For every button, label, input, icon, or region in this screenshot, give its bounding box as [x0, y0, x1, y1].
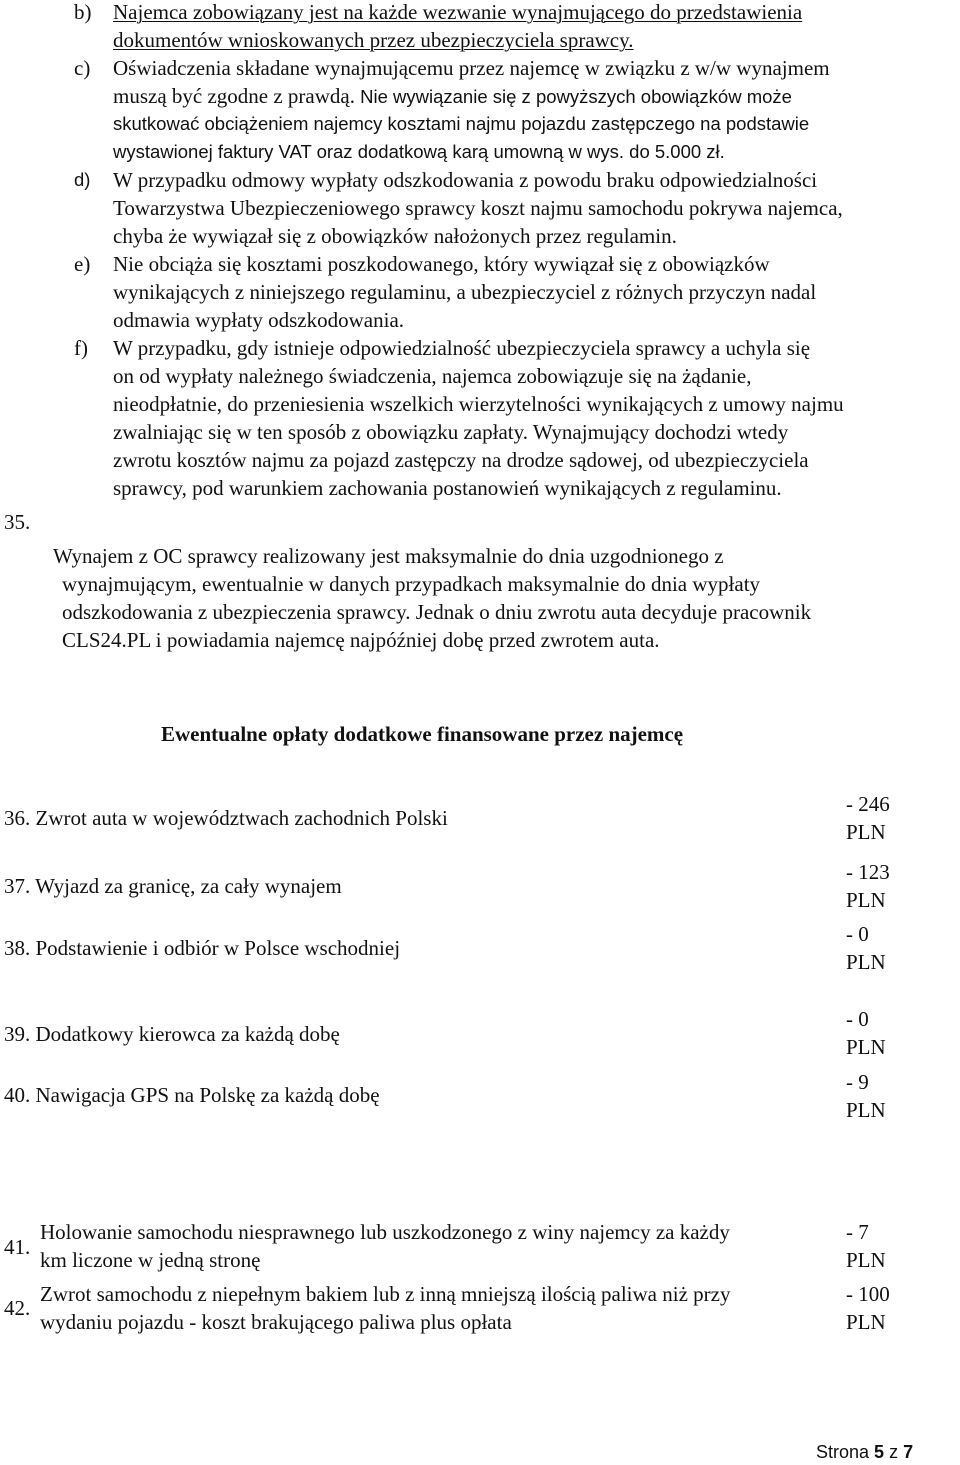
item-text-line: sprawcy, pod warunkiem zachowania postanowień wynikających z regulaminu.: [113, 476, 782, 500]
fee-currency: PLN: [846, 950, 886, 974]
fee-currency: PLN: [846, 1035, 886, 1059]
fee-label: km liczone w jedną stronę: [40, 1248, 261, 1272]
item-text-line: on od wypłaty należnego świadczenia, najemca zobowiązuje się na żądanie,: [113, 364, 752, 388]
fee-currency: PLN: [846, 1098, 886, 1122]
fee-amount: - 9: [846, 1070, 869, 1094]
item-text-line: W przypadku odmowy wypłaty odszkodowania z powodu braku odpowiedzialności: [113, 168, 818, 192]
item-text-line: chyba że wywiązał się z obowiązków nałożonych przez regulamin.: [113, 224, 677, 248]
page-prefix: Strona: [816, 1442, 875, 1462]
fee-amount: - 0: [846, 1007, 869, 1031]
item-text-line: dokumentów wnioskowanych przez ubezpieczyciela sprawcy.: [113, 28, 634, 52]
section-number: 35.: [4, 510, 31, 534]
section-text-line: Wynajem z OC sprawcy realizowany jest maksymalnie do dnia uzgodnionego z: [53, 544, 724, 568]
section-text-line: CLS24.PL i powiadamia najemcę najpóźniej dobę przed zwrotem auta.: [62, 628, 660, 652]
page-number: [816, 1442, 913, 1463]
section-text-line: odszkodowania z ubezpieczenia sprawcy. Jednak o dniu zwrotu auta decyduje pracownik: [62, 600, 812, 624]
fee-amount: - 100: [846, 1282, 890, 1306]
item-text-line: zwalniając się w ten sposób z obowiązku zapłaty. Wynajmujący dochodzi wtedy: [113, 420, 789, 444]
fee-number: 41.: [4, 1235, 31, 1259]
item-text-line: nieodpłatnie, do przeniesienia wszelkich wierzytelności wynikających z umowy najmu: [113, 392, 844, 416]
item-text-line: W przypadku, gdy istnieje odpowiedzialność ubezpieczyciela sprawcy a uchyla się: [113, 336, 811, 360]
item-marker: c): [74, 56, 91, 80]
section-text-line: wynajmującym, ewentualnie w danych przypadkach maksymalnie do dnia wypłaty: [62, 572, 761, 596]
item-text-line: Oświadczenia składane wynajmującemu przez najemcę w związku z w/w wynajmem: [113, 56, 830, 80]
item-marker: d): [74, 169, 91, 190]
fees-heading: Ewentualne opłaty dodatkowe finansowane przez najemcę: [161, 722, 684, 746]
item-text-line: skutkować obciążeniem najemcy kosztami najmu pojazdu zastępczego na podstawie: [113, 113, 810, 134]
fee-label: Holowanie samochodu niesprawnego lub uszkodzonego z winy najemcy za każdy: [40, 1220, 730, 1244]
fee-label: Zwrot samochodu z niepełnym bakiem lub z inną mniejszą ilością paliwa niż przy: [40, 1282, 731, 1306]
item-text-line: wystawionej faktury VAT oraz dodatkową karą umowną w wys. do 5.000 zł.: [113, 141, 725, 162]
fee-currency: PLN: [846, 820, 886, 844]
item-text-line: odmawia wypłaty odszkodowania.: [113, 308, 405, 332]
item-marker: b): [74, 0, 92, 24]
fee-amount: - 7: [846, 1220, 869, 1244]
fee-label: 39. Dodatkowy kierowca za każdą dobę: [4, 1022, 340, 1046]
item-text-part: Nie wywiązanie się z powyższych obowiązków może: [354, 86, 792, 107]
fee-label: 37. Wyjazd za granicę, za cały wynajem: [4, 874, 342, 898]
item-text-line: Nie obciąża się kosztami poszkodowanego, który wywiązał się z obowiązków: [113, 252, 770, 276]
item-text-line: [113, 82, 792, 111]
fee-currency: PLN: [846, 1310, 886, 1334]
fee-number: 42.: [4, 1296, 31, 1320]
page-sep: z: [884, 1442, 904, 1462]
fee-amount: - 123: [846, 860, 890, 884]
item-text-line: Najemca zobowiązany jest na każde wezwanie wynajmującego do przedstawienia: [113, 0, 803, 24]
fee-label: 40. Nawigacja GPS na Polskę za każdą dobę: [4, 1083, 380, 1107]
fee-amount: - 246: [846, 792, 890, 816]
fee-label: wydaniu pojazdu - koszt brakującego paliwa plus opłata: [40, 1310, 512, 1334]
item-text-part: muszą być zgodne z prawdą.: [113, 84, 355, 108]
item-marker: f): [74, 336, 88, 360]
fee-label: 36. Zwrot auta w województwach zachodnich Polski: [4, 806, 448, 830]
item-text-line: wynikających z niniejszego regulaminu, a ubezpieczyciel z różnych przyczyn nadal: [113, 280, 817, 304]
page-current: 5: [874, 1442, 885, 1462]
item-text-line: Towarzystwa Ubezpieczeniowego sprawcy koszt najmu samochodu pokrywa najemca,: [113, 196, 843, 220]
fee-currency: PLN: [846, 1248, 886, 1272]
page-total: 7: [903, 1442, 914, 1462]
item-text-line: zwrotu kosztów najmu za pojazd zastępczy na drodze sądowej, od ubezpieczyciela: [113, 448, 809, 472]
fee-currency: PLN: [846, 888, 886, 912]
fee-amount: - 0: [846, 922, 869, 946]
item-marker: e): [74, 252, 91, 276]
fee-label: 38. Podstawienie i odbiór w Polsce wschodniej: [4, 936, 401, 960]
